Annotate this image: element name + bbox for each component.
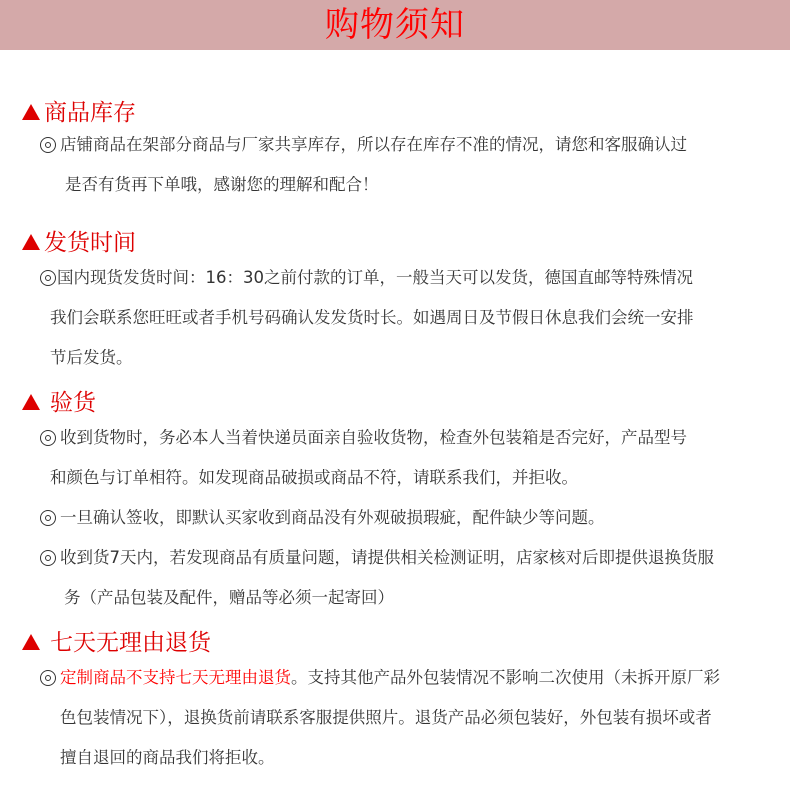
paragraph-text: 店铺商品在架部分商品与厂家共享库存，所以存在库存不准的情况，请您和客服确认过 xyxy=(60,135,687,154)
list-item xyxy=(40,267,693,289)
double-circle-icon xyxy=(40,137,56,153)
highlight-text: 定制商品不支持七天无理由退货 xyxy=(60,668,291,687)
double-circle-icon xyxy=(40,430,56,446)
paragraph-text: 收到货物时，务必本人当着快递员面亲自验收货物，检查外包装箱是否完好，产品型号 xyxy=(60,428,687,447)
paragraph-continuation: 节后发货。 xyxy=(50,348,133,367)
paragraph-text: 一旦确认签收，即默认买家收到商品没有外观破损瑕疵，配件缺少等问题。 xyxy=(60,508,605,527)
paragraph-continuation: 务（产品包装及配件，赠品等必须一起寄回） xyxy=(64,588,394,607)
paragraph-continuation: 擅自退回的商品我们将拒收。 xyxy=(60,748,275,767)
paragraph-continuation: 我们会联系您旺旺或者手机号码确认发发货时长。如遇周日及节假日休息我们会统一安排 xyxy=(50,308,694,327)
paragraph-continuation: 是否有货再下单哦，感谢您的理解和配合！ xyxy=(65,175,379,194)
double-circle-icon xyxy=(40,550,56,566)
section-heading-shipping-time xyxy=(22,229,136,257)
section-heading-returns xyxy=(22,629,211,657)
list-item xyxy=(40,547,714,569)
list-item xyxy=(40,507,605,529)
triangle-icon xyxy=(22,394,40,410)
header-banner xyxy=(0,0,790,50)
double-circle-icon xyxy=(40,510,56,526)
double-circle-icon xyxy=(40,270,56,286)
section-heading-label: 验货 xyxy=(50,390,96,416)
paragraph-continuation: 和颜色与订单相符。如发现商品破损或商品不符，请联系我们，并拒收。 xyxy=(50,468,578,487)
page-title: 购物须知 xyxy=(325,5,465,45)
list-item xyxy=(40,427,687,449)
triangle-icon xyxy=(22,634,40,650)
paragraph-text: 。支持其他产品外包装情况不影响二次使用（未拆开原厂彩 xyxy=(291,668,720,687)
double-circle-icon xyxy=(40,670,56,686)
list-item xyxy=(40,134,687,156)
paragraph-continuation: 色包装情况下），退换货前请联系客服提供照片。退货产品必须包装好，外包装有损坏或者 xyxy=(60,708,712,727)
section-heading-stock xyxy=(22,99,136,127)
triangle-icon xyxy=(22,104,40,120)
triangle-icon xyxy=(22,234,40,250)
section-heading-label: 发货时间 xyxy=(44,230,136,256)
paragraph-text: 收到货7天内，若发现商品有质量问题，请提供相关检测证明，店家核对后即提供退换货服 xyxy=(60,548,714,567)
section-heading-inspection xyxy=(22,389,96,417)
paragraph-text: 国内现货发货时间：16：30之前付款的订单，一般当天可以发货，德国直邮等特殊情况 xyxy=(57,268,693,287)
list-item xyxy=(40,667,720,689)
section-heading-label: 七天无理由退货 xyxy=(50,630,211,656)
section-heading-label: 商品库存 xyxy=(44,100,136,126)
